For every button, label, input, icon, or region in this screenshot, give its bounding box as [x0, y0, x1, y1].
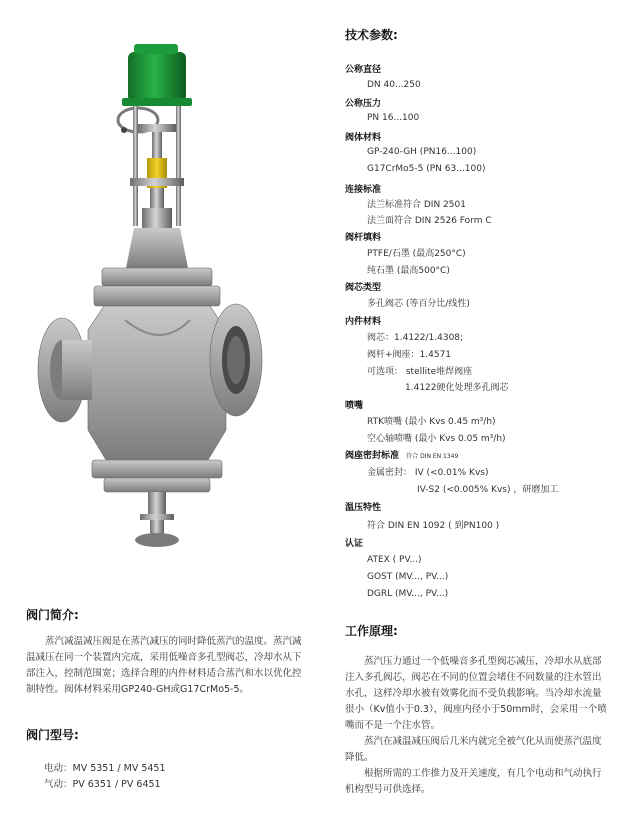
spec-line: 纯石墨 (最高500°C): [367, 266, 450, 276]
principle-paragraph-2: 蒸汽在减温减压阀后几米内就完全被气化从而使蒸汽温度降低。: [345, 736, 602, 763]
spec-line: 阀芯：1.4122/1.4308;: [367, 333, 464, 343]
model-pneumatic: 气动：PV 6351 / PV 6451: [44, 779, 161, 790]
spec-line: 可选项： stellite堆焊阀座: [367, 367, 473, 377]
models-title: 阀门型号:: [26, 728, 79, 742]
spec-line: 金属密封： IV (<0.01% Kvs): [367, 468, 489, 478]
spec-line: GP-240-GH (PN16...100): [367, 147, 477, 157]
spec-head-certification: 认证: [345, 539, 364, 549]
spec-head-nominal-pressure: 公称压力: [345, 99, 382, 109]
valve-illustration: [30, 40, 290, 560]
spec-line: RTK喷嘴 (最小 Kvs 0.45 m³/h): [367, 417, 496, 427]
spec-line: 1.4122硬化处理多孔阀芯: [405, 383, 509, 393]
principle-title: 工作原理:: [345, 624, 398, 638]
spec-line: PN 16...100: [367, 113, 420, 123]
spec-head-body-material: 阀体材料: [345, 133, 382, 143]
spec-line: 符合 DIN EN 1092 ( 到PN100 ): [367, 521, 500, 531]
spec-line: 多孔阀芯 (等百分比/线性): [367, 299, 470, 309]
spec-head-plug-type: 阀芯类型: [345, 283, 382, 293]
spec-head-trim-material: 内件材料: [345, 317, 382, 327]
principle-paragraph-1: 蒸汽压力通过一个低噪音多孔型阀芯减压，冷却水从底部注入多孔阀芯，阀芯在不同的位置会堵住不同数量的注水管出水孔，这样冷却水被有效雾化而不受负载影响。当冷却水流量很小（Kv值小于0.3），阀座内径小于50mm时，会采用一个喷嘴而不是一个注水管。: [345, 656, 607, 731]
spec-title: 技术参数:: [345, 28, 398, 42]
spec-head-nozzle: 喷嘴: [345, 401, 364, 411]
model-electric: 电动：MV 5351 / MV 5451: [44, 763, 166, 774]
spec-line: 阀杆+阀座：1.4571: [367, 350, 452, 360]
intro-title: 阀门简介:: [26, 608, 79, 622]
spec-line: 法兰标准符合 DIN 2501: [367, 200, 466, 210]
intro-text: 蒸汽减温减压阀是在蒸汽减压的同时降低蒸汽的温度。蒸汽减温减压在同一个装置内完成，采用低噪音多孔型阀芯，冷却水从下部注入，控制范围宽；选择合理的内件材料适合蒸汽和水以优化控制特性。阀体材料采用GP240-GH或G17CrMo5-5。: [26, 636, 302, 695]
spec-line: PTFE/石墨 (最高250°C): [367, 249, 466, 259]
spec-line: IV-S2 (<0.005% Kvs) ，研磨加工: [417, 485, 559, 495]
spec-line: G17CrMo5-5 (PN 63...100): [367, 164, 486, 174]
principle-body: [345, 654, 607, 798]
spec-line: 空心轴喷嘴 (最小 Kvs 0.05 m³/h): [367, 434, 506, 444]
spec-head-seat-leakage: [345, 448, 458, 461]
spec-line: DN 40...250: [367, 80, 421, 90]
spec-head-connection: 连接标准: [345, 185, 382, 195]
spec-line: DGRL (MV..., PV...): [367, 589, 449, 599]
spec-head-pressure-temperature: 温压特性: [345, 503, 382, 513]
spec-line: GOST (MV..., PV...): [367, 572, 449, 582]
principle-paragraph-3: 根据所需的工作推力及开关速度，有几个电动和气动执行机构型号可供选择。: [345, 768, 602, 795]
spec-line: 法兰面符合 DIN 2526 Form C: [367, 216, 492, 226]
spec-line: ATEX ( PV...): [367, 555, 422, 565]
actuator: [122, 44, 192, 106]
spec-subhead: 符合 DIN EN 1349: [406, 453, 459, 460]
spec-head-packing: 阀杆填料: [345, 233, 382, 243]
spec-head-text: 阀座密封标准: [345, 451, 400, 461]
spec-head-nominal-diameter: 公称直径: [345, 65, 382, 75]
